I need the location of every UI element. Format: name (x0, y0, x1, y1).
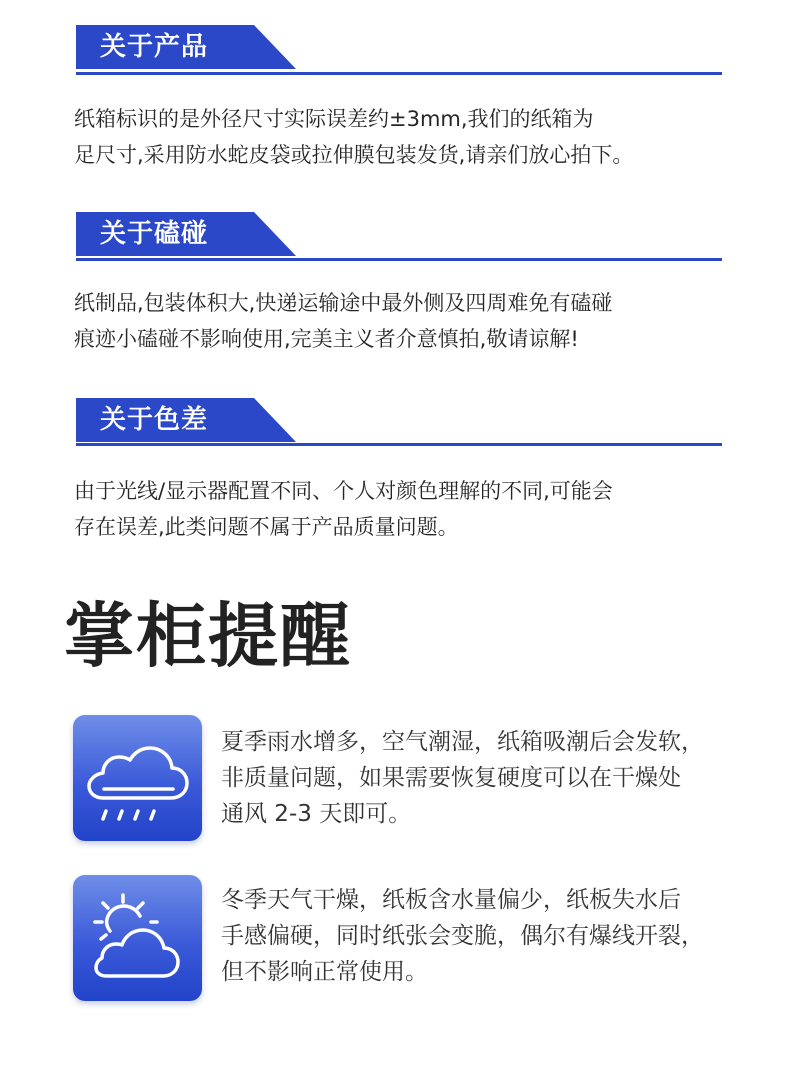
section-title-product: 关于产品 (100, 32, 209, 62)
rain-cloud-icon (73, 715, 202, 841)
text-line: 纸制品,包装体积大,快递运输途中最外侧及四周难免有磕碰 (74, 291, 613, 315)
section-divider (76, 258, 722, 261)
text-line: 痕迹小磕碰不影响使用,完美主义者介意慎拍,敬请谅解! (74, 327, 579, 351)
text-line: 由于光线/显示器配置不同、个人对颜色理解的不同,可能会 (74, 479, 613, 503)
sun-cloud-icon (73, 875, 202, 1001)
sun-cloud-icon-box (73, 875, 202, 1001)
tip-line: 非质量问题，如果需要恢复硬度可以在干燥处 (221, 765, 681, 791)
section-title-bump: 关于磕碰 (100, 219, 209, 249)
section-text-color (74, 473, 774, 545)
text-line: 足尺寸,采用防水蛇皮袋或拉伸膜包装发货,请亲们放心拍下。 (74, 143, 634, 167)
text-line: 存在误差,此类问题不属于产品质量问题。 (74, 515, 459, 539)
tip-line: 通风 2-3 天即可。 (221, 801, 412, 827)
tip-winter (221, 882, 761, 990)
tip-line: 但不影响正常使用。 (221, 959, 428, 985)
tip-line: 手感偏硬，同时纸张会变脆，偶尔有爆线开裂， (221, 923, 704, 949)
section-divider (76, 443, 722, 446)
tip-summer (221, 724, 761, 832)
section-text-bump (74, 285, 774, 357)
text-line: 纸箱标识的是外径尺寸实际误差约±3mm,我们的纸箱为 (74, 107, 594, 131)
section-text-product (74, 101, 774, 173)
tip-line: 夏季雨水增多，空气潮湿，纸箱吸潮后会发软， (221, 729, 704, 755)
section-divider (76, 72, 722, 75)
rain-cloud-icon-box (73, 715, 202, 841)
section-title-color: 关于色差 (100, 405, 209, 435)
tip-line: 冬季天气干燥，纸板含水量偏少，纸板失水后 (221, 887, 681, 913)
reminder-title: 掌柜提醒 (64, 595, 352, 677)
